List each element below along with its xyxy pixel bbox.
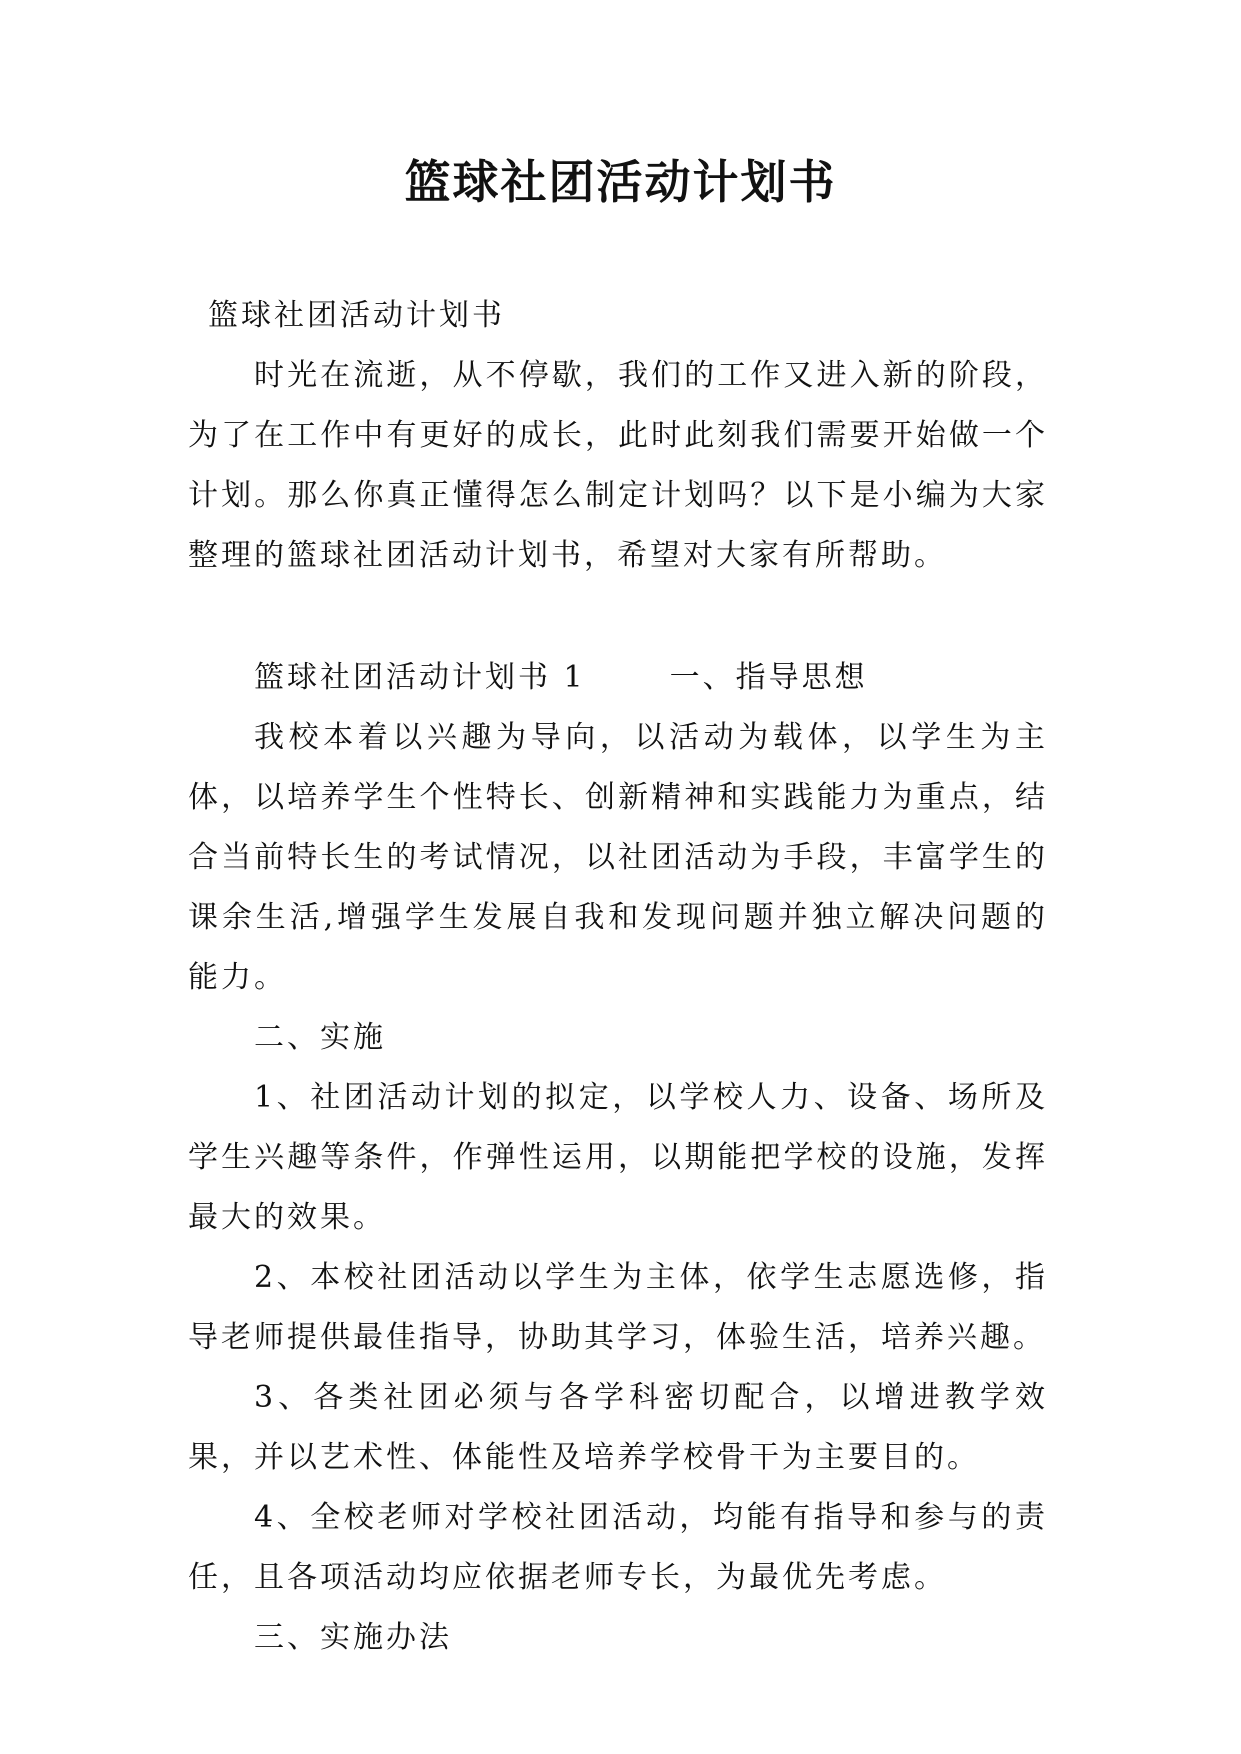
implementation-item-3: 3、各类社团必须与各学科密切配合，以增进教学效果，并以艺术性、体能性及培养学校骨干为主要目的。	[188, 1380, 1048, 1475]
implementation-item-4: 4、全校老师对学校社团活动，均能有指导和参与的责任，且各项活动均应依据老师专长，为最优先考虑。	[188, 1500, 1048, 1595]
document-title: 篮球社团活动计划书	[404, 155, 837, 209]
document-body	[188, 286, 1048, 1668]
implementation-item-1: 1、社团活动计划的拟定，以学校人力、设备、场所及学生兴趣等条件，作弹性运用，以期能把学校的设施，发挥最大的效果。	[188, 1080, 1048, 1235]
guiding-paragraph: 我校本着以兴趣为导向，以活动为载体，以学生为主体，以培养学生个性特长、创新精神和实践能力为重点，结合当前特长生的考试情况，以社团活动为手段，丰富学生的课余生活,增强学生发展自我和发现问题并独立解决问题的能力。	[188, 720, 1048, 995]
guiding-thought-heading: 一、指导思想	[669, 660, 868, 695]
intro-paragraph: 时光在流逝，从不停歇，我们的工作又进入新的阶段，为了在工作中有更好的成长，此时此刻我们需要开始做一个计划。那么你真正懂得怎么制定计划吗？以下是小编为大家整理的篮球社团活动计划书，希望对大家有所帮助。	[188, 358, 1048, 573]
intro-heading: 篮球社团活动计划书	[208, 298, 505, 333]
implementation-item-2: 2、本校社团活动以学生为主体，依学生志愿选修，指导老师提供最佳指导，协助其学习，体验生活，培养兴趣。	[188, 1260, 1048, 1355]
paragraph-spacer	[188, 586, 1048, 648]
section1-heading-line	[188, 648, 1048, 708]
implementation-heading: 二、实施	[254, 1020, 386, 1055]
section1-label: 篮球社团活动计划书 1	[254, 660, 586, 695]
methods-heading: 三、实施办法	[254, 1620, 452, 1655]
